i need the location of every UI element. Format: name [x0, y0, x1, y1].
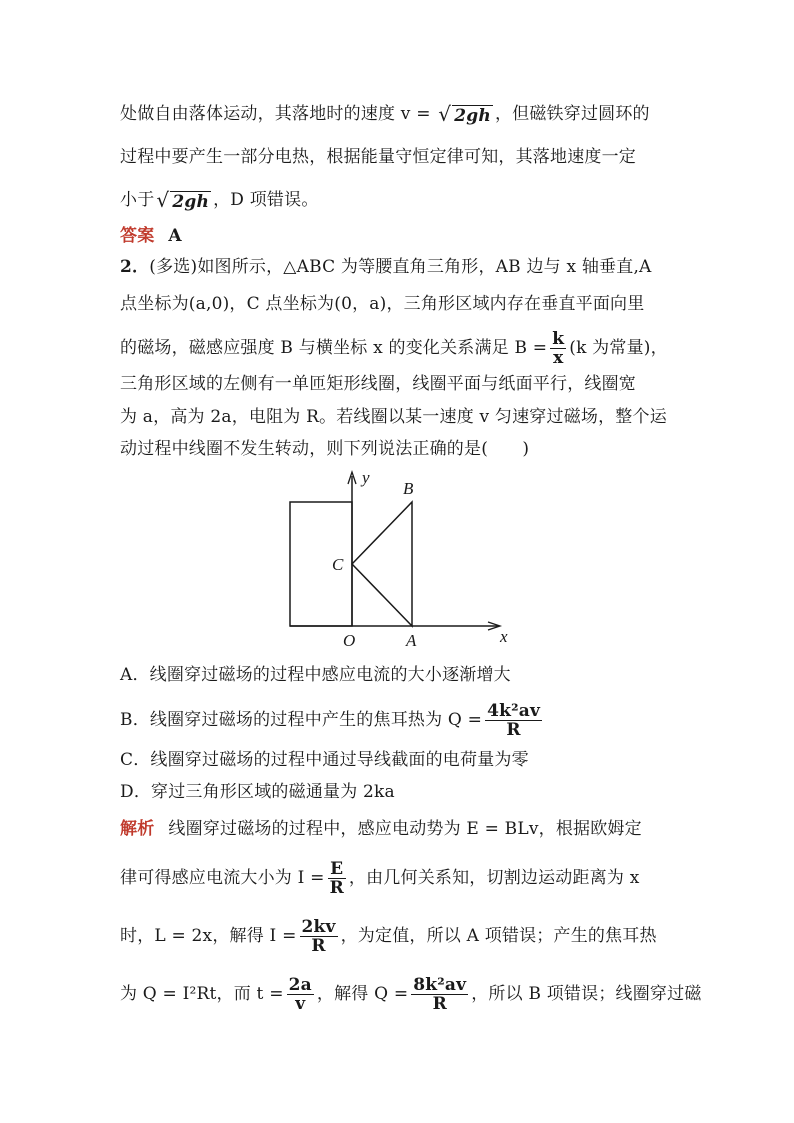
question-stem-line-4: 三角形区域的左侧有一单匝矩形线圈，线圈平面与纸面平行，线圈宽	[120, 374, 636, 394]
numerator: E	[328, 860, 346, 879]
label-b: B	[403, 479, 414, 498]
analysis-line-1	[120, 817, 676, 841]
denominator: R	[329, 878, 344, 898]
fraction	[411, 976, 468, 1013]
text: 的磁场，磁感应强度 B 与横坐标 x 的变化关系满足 B =	[120, 338, 548, 358]
label-a: A	[406, 631, 417, 650]
fraction	[550, 330, 566, 367]
sqrt-expression: √ 2gh	[438, 102, 491, 126]
text: 小于	[120, 190, 155, 210]
numerator: 4k²av	[487, 701, 541, 721]
numerator: 8k²av	[413, 975, 467, 995]
denominator: R	[506, 720, 521, 740]
analysis-label: 解析	[120, 819, 155, 839]
text: 线圈穿过磁场的过程中，感应电动势为 E = BLv，根据欧姆定	[168, 819, 642, 839]
question-stem-line-5: 为 a，高为 2a，电阻为 R。若线圈以某一速度 v 匀速穿过磁场，整个运	[120, 407, 667, 427]
question-stem-line-3	[120, 330, 676, 367]
answer-line	[120, 224, 676, 248]
text: ，解得 Q =	[316, 984, 409, 1004]
radicand: 2gh	[172, 192, 210, 212]
analysis-line-3	[120, 918, 676, 955]
text: 时，L = 2x，解得 I =	[120, 926, 297, 946]
analysis-line-2	[120, 860, 676, 897]
fraction	[328, 860, 346, 897]
denominator: R	[432, 994, 447, 1014]
label-x: x	[500, 627, 508, 646]
triangle-field-diagram	[280, 466, 520, 650]
numerator: k	[552, 329, 565, 349]
text: ，所以 B 项错误；线圈穿过磁	[471, 984, 702, 1004]
fraction	[287, 976, 314, 1013]
text: ，D 项错误。	[213, 190, 319, 210]
text: ，为定值，所以 A 项错误；产生的焦耳热	[340, 926, 657, 946]
prev-solution-line-1	[120, 102, 676, 128]
triangle-abc	[352, 502, 412, 626]
question-stem-line-2: 点坐标为(a,0)，C 点坐标为(0，a)，三角形区域内存在垂直平面向里	[120, 294, 645, 314]
radicand: 2gh	[454, 106, 491, 126]
text: B．线圈穿过磁场的过程中产生的焦耳热为 Q =	[120, 710, 483, 730]
question-number: 2．	[120, 257, 150, 277]
option-c: C．线圈穿过磁场的过程中通过导线截面的电荷量为零	[120, 750, 529, 770]
prev-solution-line-3	[120, 188, 676, 214]
fraction	[300, 918, 338, 955]
text: 处做自由落体运动，其落地时的速度 v =	[120, 104, 437, 124]
option-a: A．线圈穿过磁场的过程中感应电流的大小逐渐增大	[120, 665, 511, 685]
label-y: y	[362, 468, 370, 487]
text: ，由几何关系知，切割边运动距离为 x	[348, 868, 640, 888]
question-type: (多选)	[149, 257, 198, 277]
option-b	[120, 702, 676, 739]
sqrt-expression: √ 2gh	[156, 188, 210, 212]
text: (k 为常量)，	[569, 338, 668, 358]
answer-value: A	[168, 226, 182, 246]
text: 为 Q = I²Rt，而 t =	[120, 984, 284, 1004]
prev-solution-line-2: 过程中要产生一部分电热，根据能量守恒定律可知，其落地速度一定	[120, 147, 636, 167]
analysis-line-4	[120, 975, 702, 1014]
text: 如图所示，△ABC 为等腰直角三角形，AB 边与 x 轴垂直,A	[197, 257, 652, 277]
label-c: C	[332, 555, 344, 574]
numerator: 2kv	[301, 917, 336, 937]
question-stem-line-6: 动过程中线圈不发生转动，则下列说法正确的是( )	[120, 439, 530, 459]
question-stem-line-1	[120, 255, 676, 279]
label-o: O	[343, 631, 356, 650]
text: ，但磁铁穿过圆环的	[494, 104, 650, 124]
answer-label: 答案	[120, 226, 155, 246]
numerator: 2a	[288, 975, 312, 995]
denominator: v	[295, 994, 306, 1014]
denominator: R	[311, 936, 326, 956]
fraction	[485, 702, 542, 739]
option-d: D．穿过三角形区域的磁通量为 2ka	[120, 782, 395, 802]
text: 律可得感应电流大小为 I =	[120, 868, 325, 888]
denominator: x	[553, 348, 564, 368]
